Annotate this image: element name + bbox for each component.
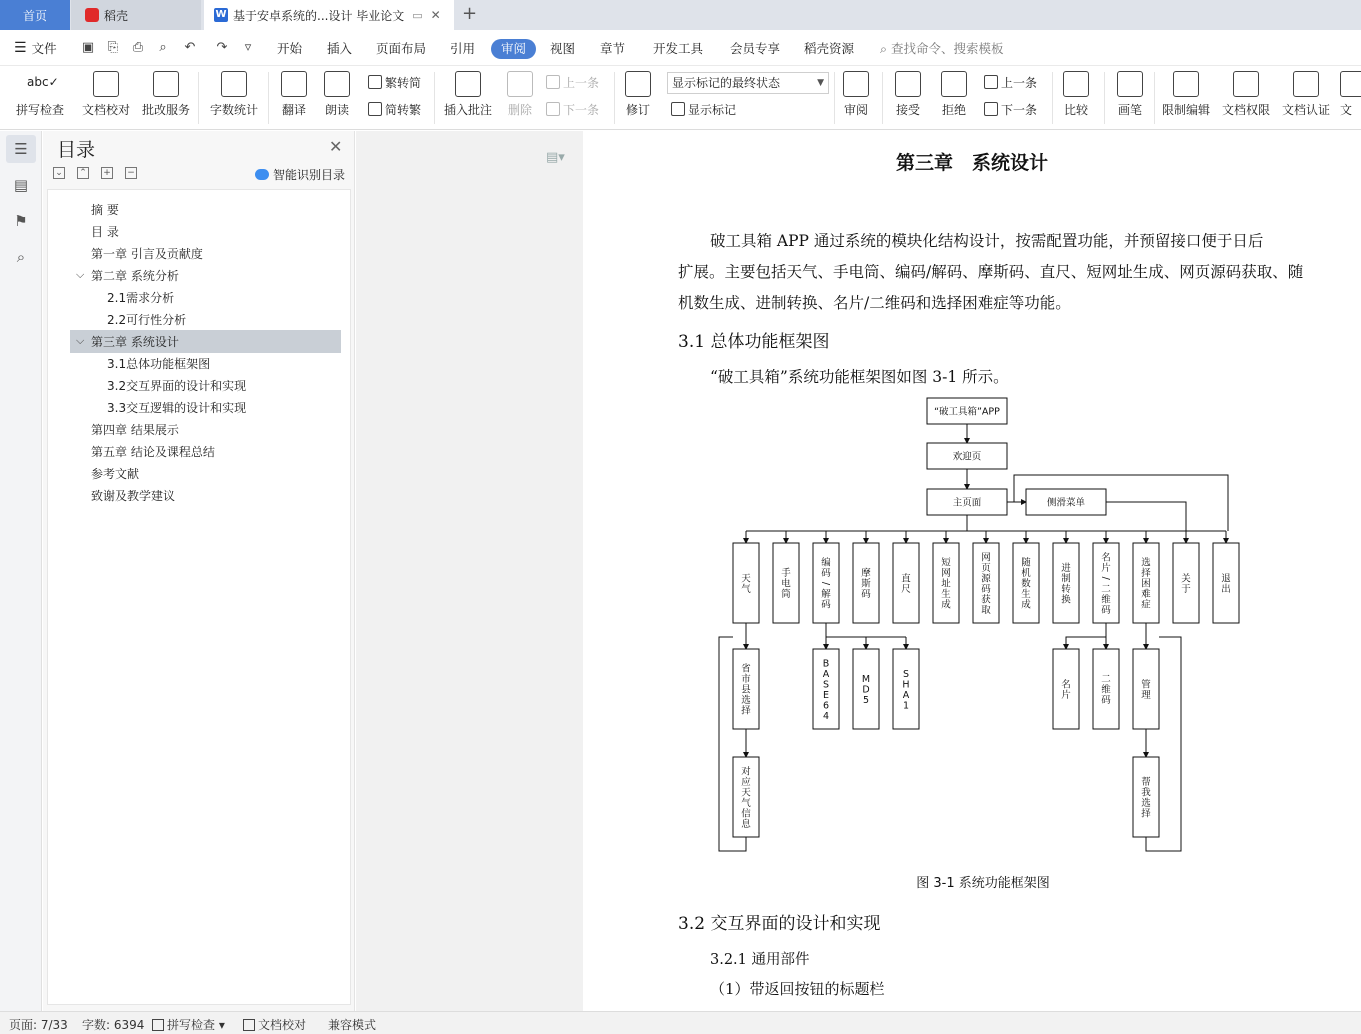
diagram-label: 网 bbox=[941, 568, 951, 579]
diagram-label: 困 bbox=[1141, 578, 1151, 590]
trad-to-simp-button[interactable] bbox=[368, 74, 421, 91]
diagram-label: 机 bbox=[1021, 568, 1031, 579]
permission-icon bbox=[1233, 71, 1259, 97]
page-indicator[interactable]: 页面: 7/33 bbox=[9, 1018, 68, 1032]
translate-icon bbox=[281, 71, 307, 97]
diagram-label: 出 bbox=[1221, 583, 1231, 595]
diagram-label: / bbox=[820, 581, 831, 586]
diagram-sub-box bbox=[813, 649, 839, 729]
toc-item[interactable]: 第一章 引言及贡献度 bbox=[91, 247, 203, 261]
file-menu-label: 文件 bbox=[31, 41, 57, 56]
more-ribbon-label: 文 bbox=[1340, 103, 1353, 117]
status-bar bbox=[0, 1011, 1361, 1034]
diagram-module-box bbox=[893, 543, 919, 623]
diagram-label: 码 bbox=[861, 589, 871, 600]
document-page[interactable] bbox=[583, 131, 1361, 1011]
new-tab-button[interactable]: + bbox=[462, 3, 478, 24]
next-change-button[interactable] bbox=[984, 101, 1037, 118]
chevron-down-icon: ▾ bbox=[215, 1018, 225, 1032]
ribbon-divider bbox=[1052, 72, 1053, 124]
accept-icon bbox=[895, 71, 921, 97]
more-dropdown-icon[interactable]: ▿ bbox=[244, 40, 252, 55]
prev-comment-label: 上一条 bbox=[563, 76, 600, 90]
section-nav-icon[interactable]: ▤ bbox=[13, 176, 29, 194]
list-item: （1）带返回按钮的标题栏 bbox=[710, 980, 885, 998]
remove-heading-icon[interactable]: − bbox=[125, 167, 137, 179]
more-ribbon-button[interactable] bbox=[1340, 66, 1361, 126]
insert-comment-icon bbox=[455, 71, 481, 97]
prev-comment-button[interactable] bbox=[546, 74, 599, 91]
hamburger-icon: ☰ bbox=[14, 40, 27, 56]
diagram-label: 我 bbox=[1141, 787, 1151, 799]
show-markup-label: 显示标记 bbox=[688, 103, 737, 117]
diagram-label: 症 bbox=[1141, 599, 1151, 611]
tab-daoke-label: 稻壳 bbox=[104, 8, 129, 23]
diagram-label: H bbox=[902, 679, 910, 691]
file-menu-button[interactable] bbox=[14, 30, 57, 66]
diagram-label: 址 bbox=[941, 578, 951, 590]
diagram-label: 生 bbox=[1021, 589, 1031, 600]
diagram-sub-box bbox=[893, 649, 919, 729]
diagram-label: S bbox=[822, 679, 830, 691]
toc-item[interactable]: 3.1总体功能框架图 bbox=[107, 357, 211, 371]
diagram-label: 难 bbox=[1141, 589, 1151, 600]
diagram-label: 码 bbox=[981, 583, 991, 595]
simp-to-trad-icon bbox=[368, 102, 382, 116]
word-count-icon bbox=[221, 71, 247, 97]
proof-icon bbox=[243, 1019, 255, 1031]
menu-insert[interactable]: 插入 bbox=[327, 41, 353, 56]
doc-proof-button[interactable] bbox=[80, 66, 132, 126]
read-aloud-label: 朗读 bbox=[324, 103, 349, 117]
toc-item[interactable]: 3.2交互界面的设计和实现 bbox=[107, 379, 247, 393]
diagram-label: 成 bbox=[1021, 599, 1031, 611]
document-gutter bbox=[356, 131, 583, 1011]
diagram-label: 择 bbox=[741, 705, 751, 717]
menu-chapter[interactable]: 章节 bbox=[600, 41, 626, 56]
diagram-label: 信 bbox=[741, 808, 751, 820]
toc-item[interactable]: 3.3交互逻辑的设计和实现 bbox=[107, 401, 247, 415]
tab-document[interactable] bbox=[204, 0, 454, 30]
toc-item[interactable]: 第四章 结果展示 bbox=[91, 423, 179, 437]
review-ribbon bbox=[0, 66, 1361, 130]
diagram-label: / bbox=[1100, 576, 1111, 580]
paragraph-line: 破工具箱 APP 通过系统的模块化结构设计，按需配置功能，并预留接口便于日后 bbox=[710, 232, 1264, 250]
side-icon-rail bbox=[0, 131, 42, 1011]
diagram-module-box bbox=[1133, 543, 1159, 623]
delete-comment-button[interactable] bbox=[502, 66, 538, 126]
smart-toc-label: 智能识别目录 bbox=[273, 168, 346, 182]
reject-icon bbox=[941, 71, 967, 97]
diagram-label: 随 bbox=[1021, 557, 1031, 569]
diagram-label: 进 bbox=[1061, 562, 1071, 574]
diagram-label: S bbox=[902, 668, 910, 680]
menu-page-layout[interactable]: 页面布局 bbox=[376, 41, 427, 56]
review-service-button[interactable] bbox=[140, 66, 192, 126]
simp-to-trad-label: 简转繁 bbox=[385, 103, 422, 117]
diagram-label: 成 bbox=[941, 599, 951, 611]
delete-comment-icon bbox=[507, 71, 533, 97]
diagram-label: 管 bbox=[1141, 679, 1151, 691]
diagram-sub-box bbox=[733, 649, 759, 729]
tab-daoke[interactable] bbox=[71, 0, 201, 30]
toc-item[interactable]: 目 录 bbox=[91, 225, 119, 239]
chapter-title: 第三章 系统设计 bbox=[895, 152, 1048, 174]
diagram-label: 维 bbox=[1101, 594, 1111, 606]
spell-check-button[interactable] bbox=[10, 66, 70, 126]
review-service-label: 批改服务 bbox=[141, 103, 190, 117]
trad-to-simp-label: 繁转简 bbox=[385, 76, 422, 90]
prev-change-icon bbox=[984, 75, 998, 89]
diagram-label: 转 bbox=[1061, 583, 1071, 595]
show-markup-button[interactable] bbox=[671, 101, 736, 118]
diagram-label: 源 bbox=[981, 573, 991, 585]
tab-document-label: 基于安卓系统的...设计 毕业论文 bbox=[233, 8, 405, 23]
add-heading-icon[interactable]: + bbox=[101, 167, 113, 179]
review-pane-button[interactable] bbox=[838, 66, 874, 126]
word-count-label: 字数统计 bbox=[209, 103, 258, 117]
diagram-label: 制 bbox=[1061, 573, 1071, 585]
accept-button[interactable] bbox=[890, 66, 926, 126]
status-doc-proof[interactable] bbox=[243, 1016, 306, 1033]
close-tab-icon[interactable]: ✕ bbox=[430, 8, 441, 22]
diagram-label: 摩 bbox=[861, 568, 871, 579]
translate-button[interactable] bbox=[276, 66, 312, 126]
prev-comment-icon bbox=[546, 75, 560, 89]
reject-button[interactable] bbox=[936, 66, 972, 126]
diagram-label: 尺 bbox=[901, 583, 911, 595]
diagram-label: 筒 bbox=[781, 589, 791, 600]
section-heading: 3.2 交互界面的设计和实现 bbox=[678, 914, 881, 934]
diagram-label: 数 bbox=[1021, 578, 1031, 590]
track-changes-icon bbox=[625, 71, 651, 97]
menu-view[interactable]: 视图 bbox=[550, 41, 576, 56]
diagram-label: 5 bbox=[862, 695, 870, 706]
toc-panel bbox=[43, 131, 355, 1011]
simp-to-trad-button[interactable] bbox=[368, 101, 421, 118]
diagram-label: 欢迎页 bbox=[952, 451, 982, 463]
next-comment-icon bbox=[546, 102, 560, 116]
subsection-heading: 3.2.1 通用部件 bbox=[710, 952, 810, 968]
ai-icon bbox=[255, 169, 269, 180]
diagram-label: 编 bbox=[821, 557, 831, 569]
ribbon-divider bbox=[834, 72, 835, 124]
writer-logo-icon: W bbox=[215, 9, 227, 20]
menu-daoke-resources[interactable]: 稻壳资源 bbox=[804, 41, 855, 56]
diagram-label: 码 bbox=[821, 599, 831, 611]
menu-developer[interactable]: 开发工具 bbox=[653, 41, 704, 56]
pen-label: 画笔 bbox=[1117, 103, 1142, 117]
review-pane-label: 审阅 bbox=[843, 103, 868, 117]
diagram-label: 应 bbox=[741, 776, 751, 788]
diagram-module-box bbox=[1173, 543, 1199, 623]
diagram-sub-box bbox=[733, 757, 759, 837]
diagram-label: 天 bbox=[741, 787, 751, 799]
shield-icon bbox=[1293, 71, 1319, 97]
daoke-logo-icon bbox=[85, 8, 99, 22]
title-tab-bar bbox=[0, 0, 1361, 30]
next-comment-label: 下一条 bbox=[563, 103, 600, 117]
redo-icon[interactable]: ↷ bbox=[216, 40, 228, 55]
menu-start[interactable]: 开始 bbox=[277, 41, 303, 56]
command-search[interactable] bbox=[880, 39, 1004, 57]
diagram-label: 省 bbox=[741, 663, 751, 675]
diagram-module-box bbox=[1093, 543, 1119, 623]
diagram-label: 气 bbox=[741, 583, 751, 595]
print-icon[interactable]: ⎙ bbox=[132, 40, 144, 55]
tab-home-label: 首页 bbox=[22, 8, 47, 23]
restrict-editing-button[interactable] bbox=[1160, 66, 1212, 126]
track-changes-label: 修订 bbox=[625, 103, 650, 117]
track-changes-button[interactable] bbox=[620, 66, 656, 126]
tab-home[interactable] bbox=[0, 0, 70, 30]
diagram-module-box bbox=[1213, 543, 1239, 623]
chevron-down-icon[interactable]: ⌵ bbox=[76, 268, 85, 281]
export-pdf-icon[interactable]: ⎘ bbox=[107, 40, 119, 55]
diagram-label: 取 bbox=[981, 604, 991, 616]
chevron-down-icon[interactable]: ⌵ bbox=[76, 334, 85, 347]
diagram-label: 二 bbox=[1101, 674, 1111, 685]
diagram-label: 退 bbox=[1221, 573, 1231, 585]
diagram-label: 片 bbox=[1101, 562, 1111, 574]
diagram-label: 主页面 bbox=[952, 497, 982, 509]
translate-label: 翻译 bbox=[281, 103, 306, 117]
diagram-label: 电 bbox=[781, 578, 791, 590]
prev-change-label: 上一条 bbox=[1001, 76, 1038, 90]
doc-permission-button[interactable] bbox=[1220, 66, 1272, 126]
chevron-down-icon: ▼ bbox=[817, 78, 824, 88]
toc-item[interactable]: 2.1需求分析 bbox=[107, 291, 175, 305]
bookmark-icon[interactable]: ⚑ bbox=[14, 212, 28, 230]
diagram-label: 生 bbox=[941, 589, 951, 600]
lock-icon bbox=[1173, 71, 1199, 97]
ribbon-divider bbox=[434, 72, 435, 124]
diagram-sub-box bbox=[1133, 649, 1159, 729]
diagram-label: 二 bbox=[1101, 583, 1111, 595]
diagram-label: 直 bbox=[901, 573, 911, 585]
compare-icon bbox=[1063, 71, 1089, 97]
diagram-label: 侧滑菜单 bbox=[1046, 497, 1086, 509]
doc-auth-label: 文档认证 bbox=[1281, 103, 1330, 117]
insert-comment-button[interactable] bbox=[442, 66, 494, 126]
word-count-indicator[interactable]: 字数: 6394 bbox=[82, 1018, 145, 1032]
read-aloud-button[interactable] bbox=[320, 66, 354, 126]
diagram-module-box bbox=[733, 543, 759, 623]
ribbon-divider bbox=[268, 72, 269, 124]
spell-check-icon: abc✓ bbox=[27, 75, 59, 89]
diagram-module-box bbox=[813, 543, 839, 623]
diagram-connector bbox=[1106, 502, 1186, 531]
diagram-label: “破工具箱”APP bbox=[934, 406, 1000, 418]
checkbox-icon bbox=[152, 1019, 164, 1031]
reject-label: 拒绝 bbox=[941, 103, 966, 117]
diagram-label: 择 bbox=[1141, 568, 1151, 579]
read-aloud-icon bbox=[324, 71, 350, 97]
diagram-label: 天 bbox=[741, 573, 751, 585]
diagram-home-box bbox=[927, 489, 1007, 515]
next-change-icon bbox=[984, 102, 998, 116]
toc-item[interactable]: 摘 要 bbox=[91, 203, 119, 217]
save-icon[interactable]: ▣ bbox=[81, 40, 95, 55]
diagram-label: 解 bbox=[821, 589, 831, 600]
markup-state-value: 显示标记的最终状态 bbox=[672, 76, 781, 90]
diagram-label: 气 bbox=[741, 797, 751, 809]
compare-button[interactable] bbox=[1058, 66, 1094, 126]
diagram-label: 名 bbox=[1101, 552, 1111, 564]
show-markup-icon bbox=[671, 102, 685, 116]
toc-item[interactable]: 第五章 结论及课程总结 bbox=[91, 445, 215, 459]
diagram-connector bbox=[1066, 623, 1106, 649]
diagram-module-box bbox=[933, 543, 959, 623]
doc-permission-label: 文档权限 bbox=[1221, 103, 1270, 117]
diagram-connector bbox=[826, 623, 906, 637]
status-proof-label: 文档校对 bbox=[258, 1018, 307, 1032]
compare-label: 比较 bbox=[1063, 103, 1088, 117]
ribbon-divider bbox=[1104, 72, 1105, 124]
diagram-label: 理 bbox=[1141, 689, 1151, 701]
monitor-icon[interactable]: ▭ bbox=[412, 8, 423, 22]
diagram-label: 择 bbox=[1141, 808, 1151, 820]
section-heading: 3.1 总体功能框架图 bbox=[678, 332, 830, 352]
diagram-label: 4 bbox=[822, 710, 830, 722]
diagram-label: 短 bbox=[941, 557, 951, 569]
pen-button[interactable] bbox=[1112, 66, 1148, 126]
expand-all-icon[interactable]: ⌃ bbox=[77, 167, 89, 179]
diagram-label: B bbox=[822, 658, 830, 670]
diagram-label: 码 bbox=[1101, 604, 1111, 616]
diagram-module-box bbox=[1053, 543, 1079, 623]
next-change-label: 下一条 bbox=[1001, 103, 1038, 117]
search-icon[interactable]: ⌕ bbox=[16, 248, 26, 266]
toc-panel-icon[interactable]: ☰ bbox=[6, 135, 36, 163]
close-icon[interactable]: ✕ bbox=[329, 137, 343, 156]
diagram-label: 网 bbox=[981, 552, 991, 564]
diagram-sub-box bbox=[1093, 649, 1119, 729]
diagram-label: 选 bbox=[1141, 797, 1151, 809]
diagram-module-box bbox=[1013, 543, 1039, 623]
review-service-icon bbox=[153, 71, 179, 97]
markup-state-select[interactable] bbox=[667, 72, 829, 94]
diagram-label: A bbox=[902, 689, 910, 701]
word-count-button[interactable] bbox=[208, 66, 260, 126]
toc-list bbox=[47, 189, 351, 1005]
diagram-label: 息 bbox=[741, 818, 751, 830]
pen-icon bbox=[1117, 71, 1143, 97]
paragraph-line: 扩展。主要包括天气、手电筒、编码/解码、摩斯码、直尺、短网址生成、网页源码获取、随 bbox=[678, 263, 1304, 281]
command-search-placeholder: 查找命令、搜索模板 bbox=[890, 41, 1004, 56]
diagram-label: 6 bbox=[822, 700, 830, 712]
insert-comment-label: 插入批注 bbox=[443, 103, 492, 117]
diagram-sub-box bbox=[853, 649, 879, 729]
diagram-welcome-box bbox=[927, 443, 1007, 469]
spell-check-label: 拼写检查 bbox=[15, 103, 64, 117]
menu-bar bbox=[0, 30, 1361, 66]
next-comment-button[interactable] bbox=[546, 101, 599, 118]
menu-review[interactable]: 审阅 bbox=[491, 39, 536, 59]
diagram-label: 片 bbox=[1061, 689, 1071, 701]
accept-label: 接受 bbox=[895, 103, 920, 117]
ribbon-divider bbox=[614, 72, 615, 124]
doc-proof-icon bbox=[93, 71, 119, 97]
document-view-icon[interactable]: ▤▾ bbox=[546, 150, 565, 165]
doc-icon bbox=[1340, 71, 1361, 97]
diagram-label: 于 bbox=[1181, 583, 1191, 595]
prev-change-button[interactable] bbox=[984, 74, 1037, 91]
diagram-label: E bbox=[822, 689, 830, 701]
diagram-module-box bbox=[973, 543, 999, 623]
review-pane-icon bbox=[843, 71, 869, 97]
diagram-module-box bbox=[853, 543, 879, 623]
toc-item[interactable]: 参考文献 bbox=[91, 467, 140, 481]
paragraph-line: 机数生成、进制转换、名片/二维码和选择困难症等功能。 bbox=[678, 294, 1071, 312]
diagram-label: 码 bbox=[1101, 695, 1111, 706]
search-icon: ⌕ bbox=[880, 41, 891, 56]
menu-member[interactable]: 会员专享 bbox=[730, 41, 781, 56]
diagram-label: M bbox=[861, 674, 871, 685]
function-framework-diagram bbox=[711, 393, 1251, 863]
diagram-label: 码 bbox=[821, 568, 831, 579]
diagram-label: 获 bbox=[981, 594, 991, 606]
diagram-side-menu-box bbox=[1026, 489, 1106, 515]
diagram-sub-box bbox=[1133, 757, 1159, 837]
print-preview-icon[interactable]: ⌕ bbox=[159, 40, 167, 55]
diagram-label: 1 bbox=[902, 700, 910, 712]
toc-item[interactable]: 2.2可行性分析 bbox=[107, 313, 187, 327]
diagram-sub-box bbox=[1053, 649, 1079, 729]
diagram-label: 换 bbox=[1061, 594, 1071, 606]
diagram-module-box bbox=[773, 543, 799, 623]
undo-icon[interactable]: ↶ bbox=[184, 40, 196, 55]
figure-caption: 图 3-1 系统功能框架图 bbox=[916, 876, 1050, 891]
menu-reference[interactable]: 引用 bbox=[450, 41, 476, 56]
diagram-label: 县 bbox=[741, 684, 751, 696]
doc-auth-button[interactable] bbox=[1280, 66, 1332, 126]
delete-comment-label: 删除 bbox=[507, 103, 532, 117]
diagram-label: A bbox=[822, 668, 830, 680]
diagram-label: 选 bbox=[1141, 557, 1151, 569]
smart-toc-button[interactable] bbox=[255, 166, 345, 183]
diagram-label: 关 bbox=[1181, 573, 1191, 585]
paragraph-line: “破工具箱”系统功能框架图如图 3-1 所示。 bbox=[710, 368, 1009, 386]
diagram-label: 市 bbox=[741, 674, 751, 685]
diagram-label: 手 bbox=[781, 568, 791, 579]
diagram-app-box bbox=[927, 398, 1007, 424]
diagram-label: 斯 bbox=[861, 578, 871, 590]
toc-item[interactable]: 致谢及教学建议 bbox=[91, 489, 176, 503]
collapse-all-icon[interactable]: ⌄ bbox=[53, 167, 65, 179]
compat-mode-indicator: 兼容模式 bbox=[328, 1018, 377, 1032]
doc-proof-label: 文档校对 bbox=[81, 103, 130, 117]
toc-item-selected[interactable]: 第三章 系统设计 bbox=[91, 335, 179, 349]
ribbon-divider bbox=[882, 72, 883, 124]
ribbon-divider bbox=[1154, 72, 1155, 124]
diagram-label: 帮 bbox=[1141, 776, 1151, 788]
diagram-label: 维 bbox=[1101, 684, 1111, 696]
diagram-label: 对 bbox=[741, 766, 751, 778]
diagram-label: D bbox=[862, 684, 870, 696]
restrict-editing-label: 限制编辑 bbox=[1161, 103, 1210, 117]
trad-to-simp-icon bbox=[368, 75, 382, 89]
status-spell-label: 拼写检查 bbox=[167, 1018, 216, 1032]
toc-title: 目录 bbox=[57, 139, 96, 161]
ribbon-divider bbox=[198, 72, 199, 124]
toc-item[interactable]: 第二章 系统分析 bbox=[91, 269, 179, 283]
diagram-label: 名 bbox=[1061, 679, 1071, 691]
status-spell-check[interactable] bbox=[152, 1016, 225, 1033]
diagram-label: 页 bbox=[981, 562, 991, 574]
diagram-label: 选 bbox=[741, 695, 751, 706]
